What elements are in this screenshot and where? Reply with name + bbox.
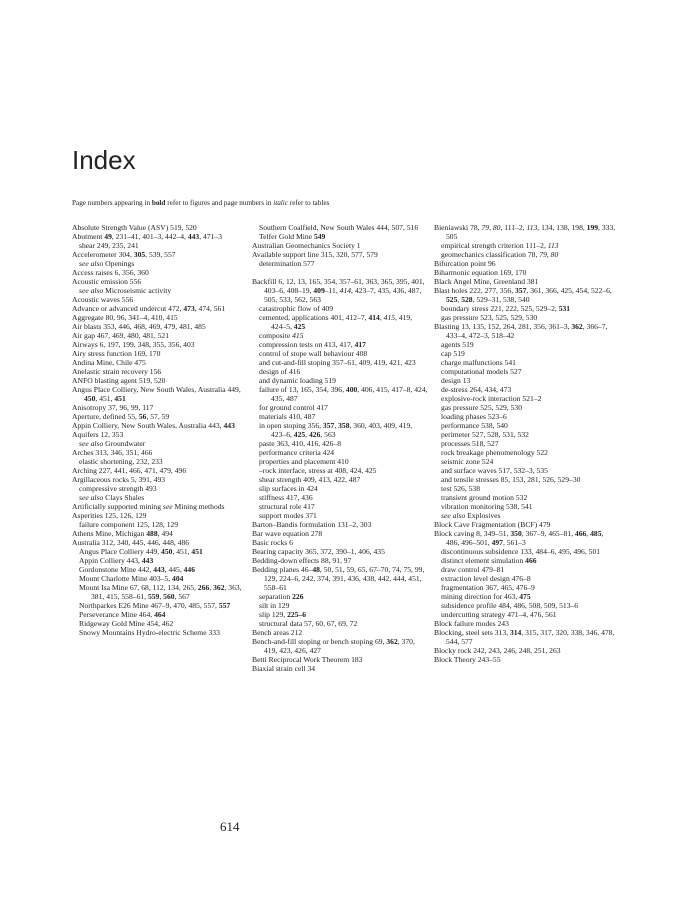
index-subentry: empirical strength criterion 111–2, 113 [441,241,559,250]
index-subentry: shear 249, 235, 241 [79,241,139,250]
index-subentry: boundary stress 221, 222, 525, 529–2, 531 [441,304,571,313]
index-subentry: compressive strength 493 [79,484,157,493]
index-subentry: performance 538, 540 [441,421,508,430]
index-entry: Blocking, steel sets 313, 314, 315, 317, 320, 338, 346, 478, 544, 577 [434,628,615,646]
index-entry: Barton–Bandis formulation 131–2, 303 [252,520,372,529]
index-entry: Bieniawski 78, 79, 80, 111–2, 113, 134, 138, 198, 199, 333, 505 [434,223,616,241]
index-entry: Air gap 467, 469, 480, 481, 521 [72,331,170,340]
index-subentry: Northparkes E26 Mine 467–9, 470, 485, 557, 557 [79,601,231,610]
index-subentry: see also Microseismic activity [79,286,172,295]
index-subentry: geomechanics classification 78, 79, 80 [441,250,559,259]
note-italic-word: italic [273,199,288,207]
index-entry: Acoustic waves 556 [72,295,134,304]
index-subentry: fragmentation 367, 465, 476–9 [441,583,535,592]
index-subentry: design 13 [441,376,471,385]
index-subentry: perimeter 527, 528, 531, 532 [441,430,529,439]
index-entry: Absolute Strength Value (ASV) 519, 520 [72,223,197,232]
index-subentry: rock breakage phenomenology 522 [441,448,548,457]
index-entry: Backfill 6, 12, 13, 165, 354, 357–61, 363, 365, 395, 401, 403–6, 408–19, 409–11, 414, 423–7, 435, 436, 487, 505, 533, 562, 563 [252,277,425,304]
index-subentry: and tensile stresses 85, 153, 281, 526, 529–30 [441,475,581,484]
index-entry: Blocky rock 242, 243, 246, 248, 251, 263 [434,646,561,655]
index-subentry: agents 519 [441,340,474,349]
index-subentry: processes 518, 527 [441,439,499,448]
index-entry: Block Theory 243–55 [434,655,501,664]
index-subentry: see also Explosives [441,511,501,520]
index-subentry: paste 363, 410, 416, 426–8 [259,439,342,448]
index-subentry: see also Openings [79,259,135,268]
index-entry: Block Cave Fragmentation (BCF) 479 [434,520,551,529]
index-entry: Basic rocks 6 [252,538,293,547]
index-subentry: charge malfunctions 541 [441,358,516,367]
index-subentry: properties and placement 410 [259,457,349,466]
index-entry: Biharmonic equation 169, 170 [434,268,527,277]
index-column-1 [72,223,247,637]
index-subentry: catastrophic flow of 409 [259,304,334,313]
index-entry: Anelastic strain recovery 156 [72,367,162,376]
index-subentry: explosive-rock interaction 521–2 [441,394,542,403]
note-text-1: Page numbers appearing in [72,199,152,207]
index-entry: Argillaceous rocks 5, 391, 493 [72,475,166,484]
index-entry: Bifurcation point 96 [434,259,496,268]
index-note [72,199,612,207]
index-subentry: composite 415 [259,331,304,340]
index-entry: Athens Mine, Michigan 488, 494 [72,529,173,538]
index-subentry: subsidence profile 484, 486, 508, 509, 513–6 [441,601,579,610]
index-entry: Bedding-down effects 88, 91, 97 [252,556,352,565]
index-entry: Bedding planes 46–48, 50, 51, 59, 65, 67–70, 74, 75, 99, 129, 224–6, 242, 374, 391, 436, 438, 442, 444, 451, 558–61 [252,565,425,592]
index-entry: Arches 313, 346, 351, 466 [72,448,153,457]
index-subentry: elastic shortening, 232, 233 [79,457,163,466]
index-subentry: and surface waves 517, 532–3, 535 [441,466,548,475]
index-entry: Arching 227, 441, 466, 471, 479, 496 [72,466,187,475]
index-subentry: control of stope wall behaviour 408 [259,349,368,358]
index-entry: Accelerometer 304, 305, 539, 557 [72,250,176,259]
index-entry: Blast holes 222, 277, 356, 357, 361, 366, 425, 454, 522–6, 525, 528, 529–31, 538, 540 [434,286,612,304]
index-subentry: for ground control 417 [259,403,328,412]
index-subentry: Southern Coalfield, New South Wales 444, 507, 516 [259,223,419,232]
index-subentry: gas pressure 523, 525, 529, 530 [441,313,538,322]
index-entry: Acoustic emission 556 [72,277,142,286]
index-subentry: failure component 125, 128, 129 [79,520,179,529]
page-title: Index [72,145,136,175]
index-entry: Black Angel Mine, Greenland 381 [434,277,539,286]
index-subentry: –rock interface, stress at 408, 424, 425 [259,466,377,475]
index-entry: Available support line 315, 320, 577, 579 [252,250,378,259]
index-subentry: structural role 417 [259,502,315,511]
index-subentry: structural data 57, 60, 67, 69, 72 [259,619,358,628]
index-entry: Abutment 49, 231–41, 401–3, 442–4, 443, 471–3 [72,232,222,241]
index-subentry: cap 519 [441,349,465,358]
index-subentry: see also Clays Shales [79,493,145,502]
index-subentry: loading phases 523–6 [441,412,507,421]
index-entry: Aggregate 80, 96, 341–4, 410, 415 [72,313,178,322]
index-subentry: Appin Colliery 443, 443 [79,556,154,565]
index-entry: Airy stress function 169, 170 [72,349,161,358]
index-column-2 [252,223,429,673]
index-subentry: see also Groundwater [79,439,146,448]
index-subentry: slip surfaces in 424 [259,484,318,493]
index-entry: Block failure modes 243 [434,619,509,628]
index-entry: Artificially supported mining see Mining methods [72,502,225,511]
index-subentry: discontinuous subsidence 133, 484–6, 495, 496, 501 [441,547,601,556]
index-entry: Anisotropy 37, 96, 99, 117 [72,403,154,412]
index-entry: Aquifers 12, 353 [72,430,124,439]
index-subentry: slip 129, 225–6 [259,610,307,619]
index-entry: Block caving 8, 349–51, 350, 367–9, 465–81, 466, 485, 486, 496–501, 497, 561–3 [434,529,604,547]
note-text-3: refer to tables [288,199,330,207]
index-subentry: Perseverance Mine 464, 464 [79,610,166,619]
index-subentry: performance criteria 424 [259,448,335,457]
index-entry: Appin Colliery, New South Wales, Australia 443, 443 [72,421,235,430]
index-subentry: Snowy Mountains Hydro-electric Scheme 333 [79,628,220,637]
index-entry: Aperture, defined 55, 56, 57, 59 [72,412,170,421]
index-subentry: vibration monitoring 538, 541 [441,502,533,511]
index-column-3 [434,223,616,664]
index-subentry: in open stoping 356, 357, 358, 360, 403, 409, 419, 423–6, 425, 426, 563 [259,421,413,439]
index-entry: Angus Place Colliery, New South Wales, Australia 449, 450, 451, 451 [72,385,241,403]
index-subentry: extraction level design 476–8 [441,574,531,583]
index-subentry: Telfer Gold Mine 549 [259,232,326,241]
index-entry: Bench areas 212 [252,628,303,637]
index-subentry: determination 577 [259,259,315,268]
index-subentry: cemented, applications 401, 412–7, 414, 415, 419, 424–5, 425 [259,313,413,331]
index-subentry: materials 410, 487 [259,412,316,421]
note-bold-word: bold [151,199,166,207]
index-subentry: de-stress 264, 434, 473 [441,385,512,394]
index-subentry: transient ground motion 532 [441,493,528,502]
index-subentry: undercutting strategy 471–4, 476, 561 [441,610,557,619]
index-subentry: compression tests on 413, 417, 417 [259,340,366,349]
index-entry: Australia 312, 340, 445, 446, 448, 486 [72,538,190,547]
index-entry: Biaxial strain cell 34 [252,664,316,673]
index-subentry: support modes 371 [259,511,317,520]
index-subentry: Angus Place Colliery 449, 450, 451, 451 [79,547,203,556]
index-subentry: and cut-and-fill stoping 357–61, 409, 419, 421, 423 [259,358,416,367]
index-entry: Asperities 125, 126, 129 [72,511,147,520]
index-subentry: seismic zone 524 [441,457,494,466]
index-entry: Advance or advanced undercut 472, 473, 474, 561 [72,304,226,313]
index-entry: Air blasts 353, 446, 468, 469, 479, 481, 485 [72,322,206,331]
index-entry: Bearing capacity 365, 372, 390–1, 406, 435 [252,547,385,556]
index-subentry: computational models 527 [441,367,522,376]
index-entry: Andina Mine, Chile 475 [72,358,146,367]
index-entry: Betti Reciprocal Work Theorem 183 [252,655,363,664]
index-columns [72,223,616,783]
page-number: 614 [220,819,240,834]
index-entry: Bar wave equation 278 [252,529,323,538]
index-entry: Airways 6, 197, 199, 348, 355, 356, 403 [72,340,195,349]
index-entry: Australian Geomechanics Society 1 [252,241,361,250]
index-subentry: and dynamic loading 519 [259,376,336,385]
index-subentry: mining direction for 463, 475 [441,592,531,601]
index-subentry: Mount Charlotte Mine 403–5, 404 [79,574,184,583]
index-subentry: Ridgeway Gold Mine 454, 462 [79,619,174,628]
index-entry: Blasting 13, 135, 152, 264, 281, 356, 361–3, 362, 366–7, 433–4, 472–3, 518–42 [434,322,608,340]
note-text-2: refer to figures and page numbers in [165,199,274,207]
index-subentry: stiffness 417, 436 [259,493,313,502]
index-subentry: Mount Isa Mine 67, 68, 112, 134, 265, 266, 362, 363, 381, 415, 558–61, 559, 560, 567 [79,583,242,601]
index-entry: Access raises 6, 356, 360 [72,268,149,277]
index-entry: Bench-and-fill stoping or bench stoping 69, 362, 370, 419, 423, 426, 427 [252,637,415,655]
index-subentry: separation 226 [259,592,304,601]
index-subentry: design of 416 [259,367,301,376]
index-entry: ANFO blasting agent 519, 520 [72,376,166,385]
index-subentry: distinct element simulation 466 [441,556,537,565]
index-subentry: draw control 479–81 [441,565,505,574]
index-subentry: gas pressure 525, 529, 530 [441,403,522,412]
index-subentry: silt in 129 [259,601,290,610]
index-subentry: failure of 13, 165, 354, 396, 400, 406, 415, 417–8, 424, 435, 487 [259,385,428,403]
index-subentry: Gordonstone Mine 442, 443, 445, 446 [79,565,196,574]
index-subentry: shear strength 409, 413, 422, 487 [259,475,361,484]
index-subentry: test 526, 538 [441,484,481,493]
